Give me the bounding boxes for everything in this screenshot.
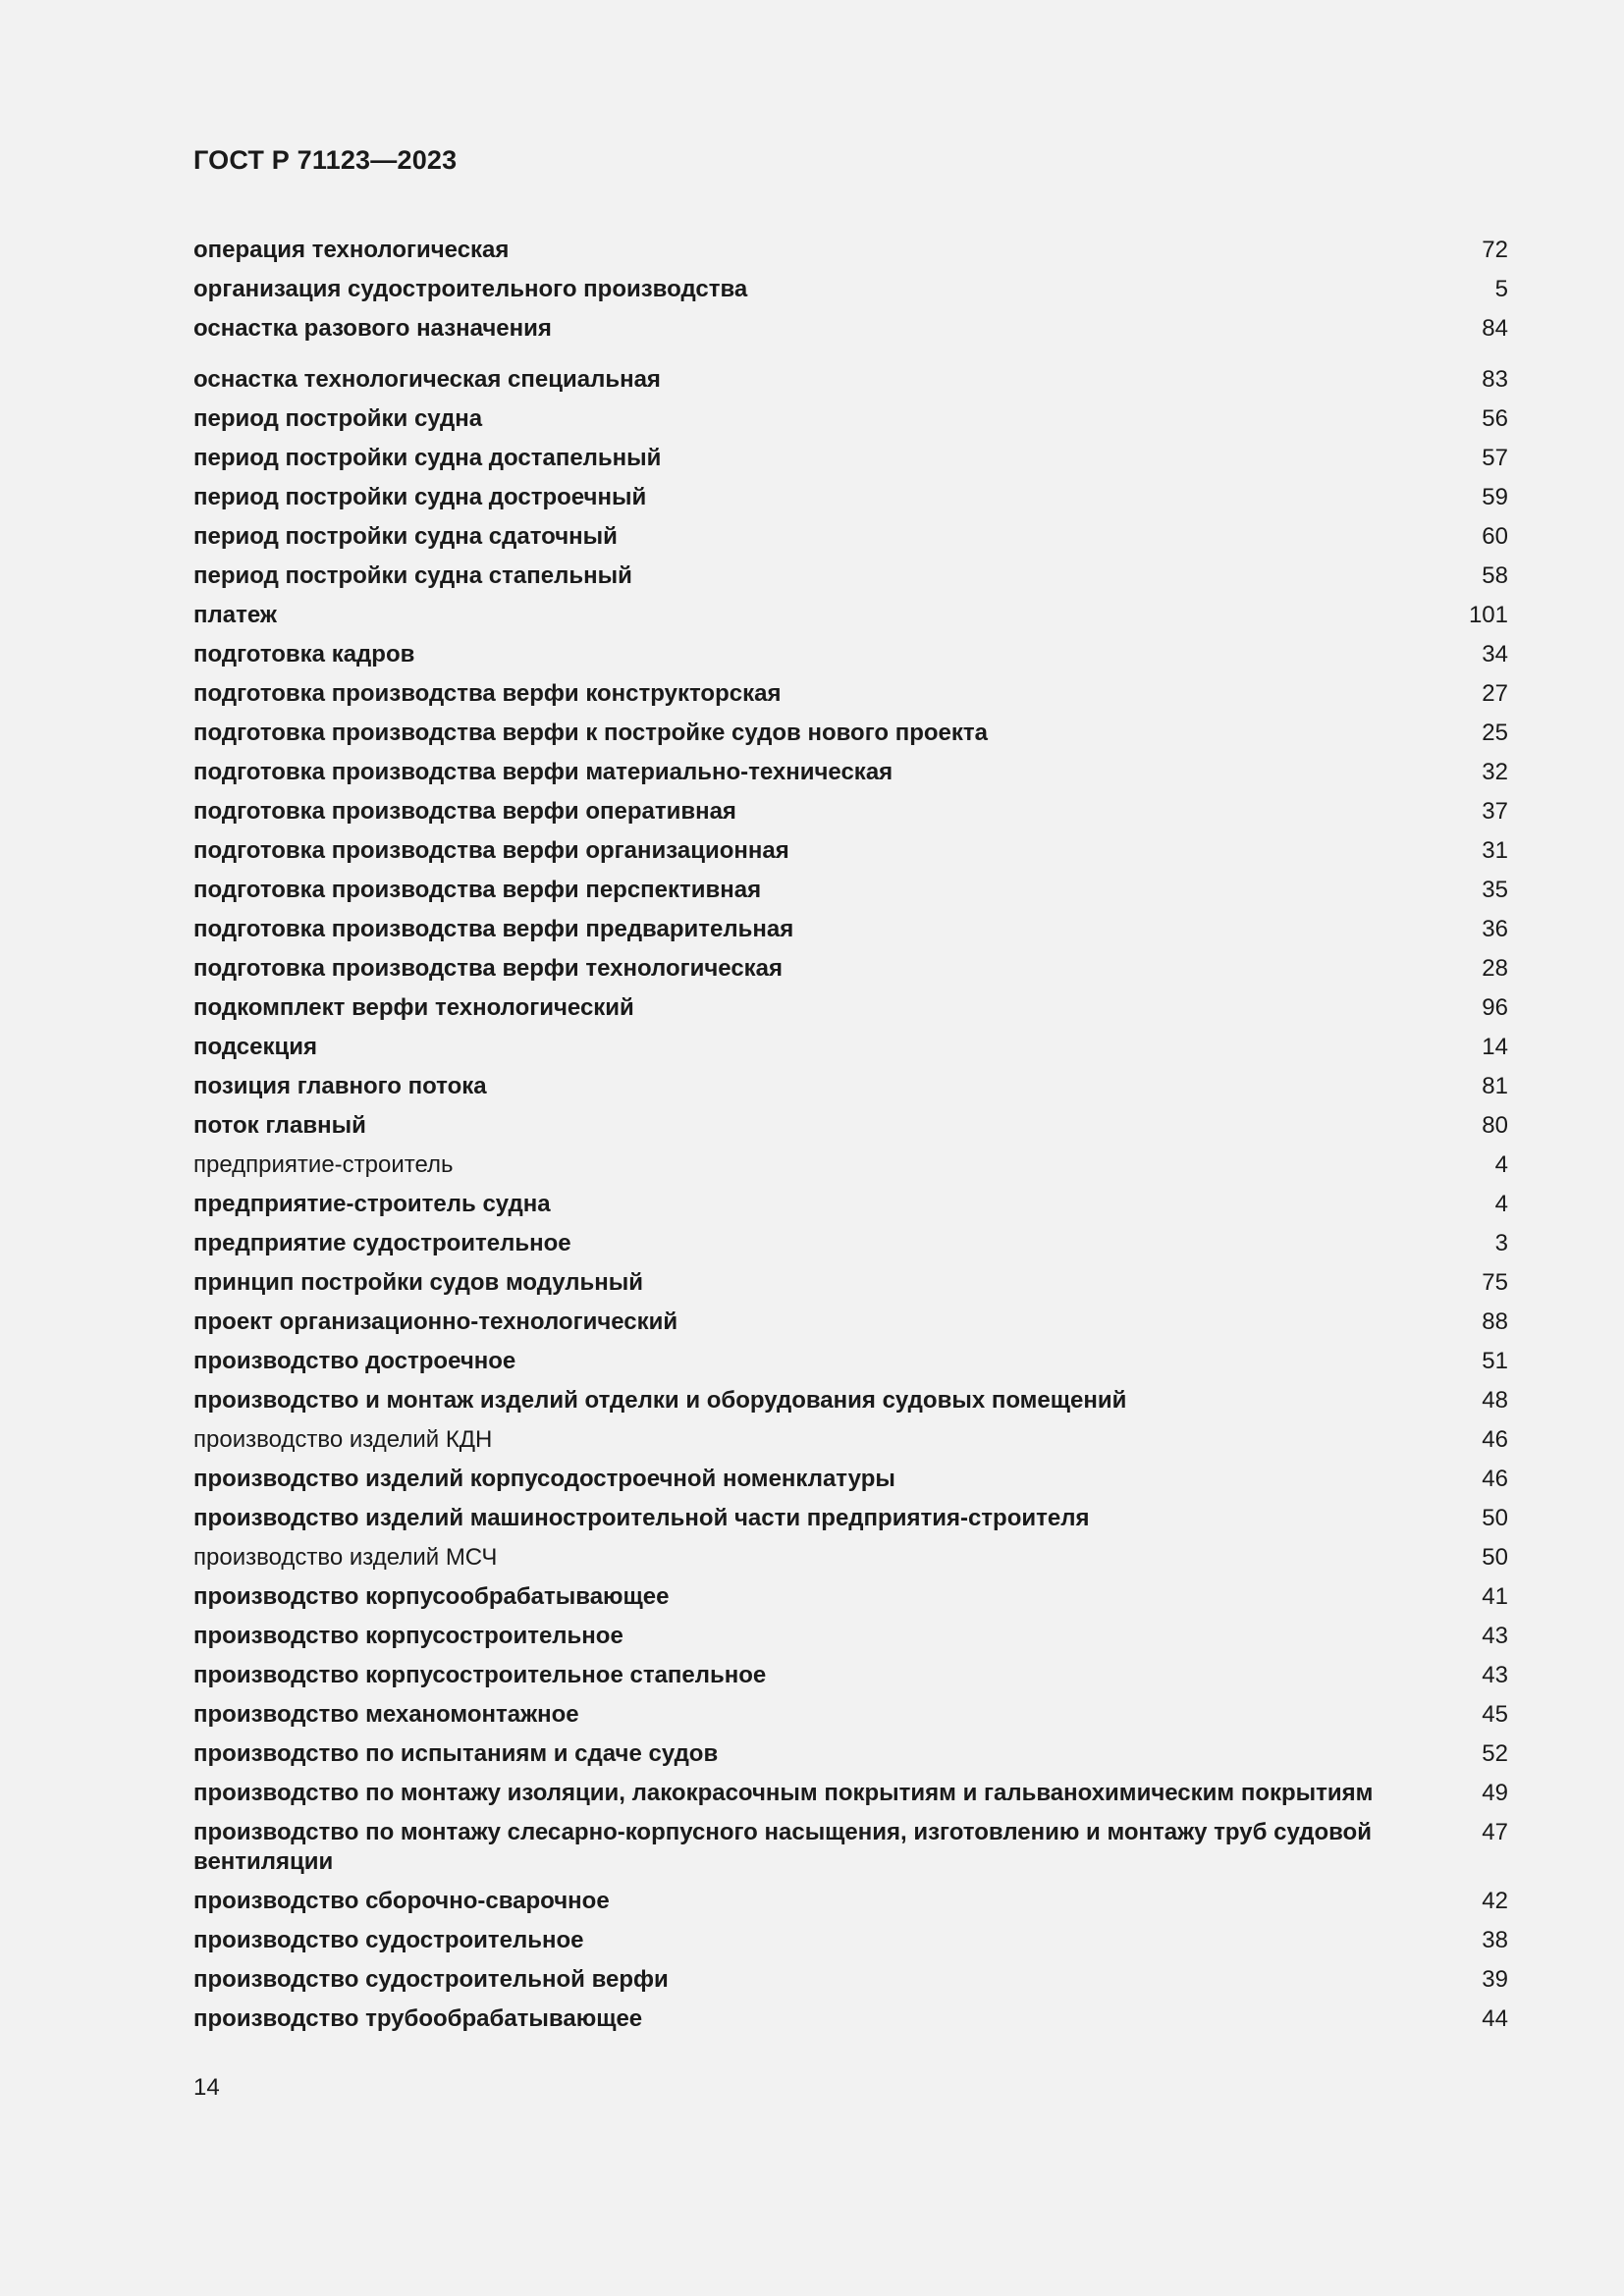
index-term: оснастка технологическая специальная bbox=[193, 366, 661, 393]
index-entry bbox=[193, 1700, 1508, 1730]
index-ref-number: 52 bbox=[1482, 1740, 1508, 1767]
index-entry bbox=[193, 1150, 1508, 1180]
index-ref-number: 88 bbox=[1482, 1308, 1508, 1335]
index-entry bbox=[193, 444, 1508, 473]
index-term: производство трубообрабатывающее bbox=[193, 2005, 643, 2032]
index-entry bbox=[193, 1386, 1508, 1415]
index-entry bbox=[193, 1818, 1508, 1877]
index-term: период постройки судна bbox=[193, 405, 483, 432]
index-ref-number: 38 bbox=[1482, 1927, 1508, 1953]
index-term: производство механомонтажное bbox=[193, 1701, 579, 1728]
index-term: производство изделий корпусодостроечной номенклатуры bbox=[193, 1466, 895, 1492]
index-term: производство корпусообрабатывающее bbox=[193, 1583, 670, 1610]
index-term: платеж bbox=[193, 602, 277, 628]
index-ref-number: 34 bbox=[1482, 641, 1508, 667]
index-entry bbox=[193, 1229, 1508, 1258]
index-term: производство изделий машиностроительной части предприятия-строителя bbox=[193, 1505, 1090, 1531]
index-ref-number: 49 bbox=[1482, 1780, 1508, 1806]
index-term: предприятие судостроительное bbox=[193, 1230, 571, 1256]
index-term: подготовка производства верфи предварительная bbox=[193, 916, 794, 942]
index-term: подготовка производства верфи материально-техническая bbox=[193, 759, 893, 785]
index-term: период постройки судна сдаточный bbox=[193, 523, 618, 550]
index-entry bbox=[193, 404, 1508, 434]
index-entry bbox=[193, 365, 1508, 395]
index-term: подготовка производства верфи перспективная bbox=[193, 877, 762, 903]
index-entry bbox=[193, 314, 1508, 344]
index-term: поток главный bbox=[193, 1112, 366, 1139]
index-entry bbox=[193, 236, 1508, 265]
index-term: производство корпусостроительное стапельное bbox=[193, 1662, 767, 1688]
index-term: период постройки судна достроечный bbox=[193, 484, 647, 510]
index-term: период постройки судна стапельный bbox=[193, 562, 632, 589]
index-ref-number: 25 bbox=[1482, 720, 1508, 746]
index-entry bbox=[193, 601, 1508, 630]
index-term: принцип постройки судов модульный bbox=[193, 1269, 644, 1296]
index-term: позиция главного потока bbox=[193, 1073, 487, 1099]
index-ref-number: 46 bbox=[1482, 1466, 1508, 1492]
index-entry bbox=[193, 1779, 1508, 1808]
index-term: производство достроечное bbox=[193, 1348, 516, 1374]
index-ref-number: 42 bbox=[1482, 1888, 1508, 1914]
term-index-list bbox=[193, 236, 1508, 2044]
index-term: производство по испытаниям и сдаче судов bbox=[193, 1740, 719, 1767]
index-entry bbox=[193, 1268, 1508, 1298]
index-ref-number: 50 bbox=[1482, 1505, 1508, 1531]
index-entry bbox=[193, 522, 1508, 552]
index-ref-number: 80 bbox=[1482, 1112, 1508, 1139]
index-ref-number: 3 bbox=[1494, 1230, 1508, 1256]
index-term: производство по монтажу изоляции, лакокрасочным покрытиям и гальванохимическим покрытиям bbox=[193, 1780, 1374, 1806]
index-entry bbox=[193, 1465, 1508, 1494]
index-entry bbox=[193, 1887, 1508, 1916]
index-term: производство судостроительное bbox=[193, 1927, 584, 1953]
index-entry bbox=[193, 1425, 1508, 1455]
index-term: производство сборочно-сварочное bbox=[193, 1888, 610, 1914]
index-term: производство и монтаж изделий отделки и оборудования судовых помещений bbox=[193, 1387, 1127, 1414]
index-term: подготовка производства верфи оперативная bbox=[193, 798, 736, 825]
index-entry bbox=[193, 1072, 1508, 1101]
index-ref-number: 45 bbox=[1482, 1701, 1508, 1728]
index-ref-number: 84 bbox=[1482, 315, 1508, 342]
index-ref-number: 4 bbox=[1494, 1191, 1508, 1217]
index-entry bbox=[193, 640, 1508, 669]
index-term: производство судостроительной верфи bbox=[193, 1966, 669, 1993]
index-term: производство изделий КДН bbox=[193, 1426, 493, 1453]
index-entry bbox=[193, 1308, 1508, 1337]
index-ref-number: 58 bbox=[1482, 562, 1508, 589]
index-term: производство изделий МСЧ bbox=[193, 1544, 498, 1571]
index-term: подготовка кадров bbox=[193, 641, 415, 667]
index-ref-number: 41 bbox=[1482, 1583, 1508, 1610]
index-ref-number: 48 bbox=[1482, 1387, 1508, 1414]
index-ref-number: 35 bbox=[1482, 877, 1508, 903]
index-ref-number: 43 bbox=[1482, 1662, 1508, 1688]
index-term: период постройки судна достапельный bbox=[193, 445, 662, 471]
index-entry bbox=[193, 836, 1508, 866]
index-ref-number: 37 bbox=[1482, 798, 1508, 825]
index-ref-number: 43 bbox=[1482, 1623, 1508, 1649]
index-entry bbox=[193, 993, 1508, 1023]
index-entry bbox=[193, 758, 1508, 787]
index-entry bbox=[193, 679, 1508, 709]
index-ref-number: 28 bbox=[1482, 955, 1508, 982]
index-term: проект организационно-технологический bbox=[193, 1308, 678, 1335]
index-ref-number: 4 bbox=[1494, 1151, 1508, 1178]
index-entry bbox=[193, 1926, 1508, 1955]
index-entry bbox=[193, 1190, 1508, 1219]
index-entry bbox=[193, 797, 1508, 827]
index-term: подготовка производства верфи конструкторская bbox=[193, 680, 782, 707]
index-term: производство по монтажу слесарно-корпусного насыщения, изготовлению и монтажу труб судовой вентиляции bbox=[193, 1819, 1372, 1875]
index-term: производство корпусостроительное bbox=[193, 1623, 623, 1649]
index-entry bbox=[193, 876, 1508, 905]
index-term: организация судостроительного производства bbox=[193, 276, 748, 302]
index-ref-number: 59 bbox=[1482, 484, 1508, 510]
index-entry bbox=[193, 1739, 1508, 1769]
index-entry bbox=[193, 1033, 1508, 1062]
index-ref-number: 56 bbox=[1482, 405, 1508, 432]
index-ref-number: 50 bbox=[1482, 1544, 1508, 1571]
index-ref-number: 51 bbox=[1482, 1348, 1508, 1374]
index-ref-number: 81 bbox=[1482, 1073, 1508, 1099]
index-ref-number: 27 bbox=[1482, 680, 1508, 707]
index-ref-number: 75 bbox=[1482, 1269, 1508, 1296]
index-term: подготовка производства верфи к постройке судов нового проекта bbox=[193, 720, 988, 746]
index-ref-number: 31 bbox=[1482, 837, 1508, 864]
index-term: предприятие-строитель bbox=[193, 1151, 454, 1178]
index-entry bbox=[193, 483, 1508, 512]
index-ref-number: 32 bbox=[1482, 759, 1508, 785]
index-entry bbox=[193, 1543, 1508, 1573]
index-ref-number: 96 bbox=[1482, 994, 1508, 1021]
index-ref-number: 101 bbox=[1468, 602, 1508, 628]
index-ref-number: 47 bbox=[1482, 1819, 1508, 1845]
index-entry bbox=[193, 2004, 1508, 2034]
index-entry bbox=[193, 275, 1508, 304]
index-ref-number: 44 bbox=[1482, 2005, 1508, 2032]
index-ref-number: 14 bbox=[1482, 1034, 1508, 1060]
index-entry bbox=[193, 1661, 1508, 1690]
index-ref-number: 83 bbox=[1482, 366, 1508, 393]
index-entry bbox=[193, 1582, 1508, 1612]
index-entry bbox=[193, 719, 1508, 748]
index-entry bbox=[193, 1965, 1508, 1995]
index-ref-number: 60 bbox=[1482, 523, 1508, 550]
index-term: подготовка производства верфи технологическая bbox=[193, 955, 784, 982]
index-entry bbox=[193, 915, 1508, 944]
index-ref-number: 36 bbox=[1482, 916, 1508, 942]
index-ref-number: 39 bbox=[1482, 1966, 1508, 1993]
index-term: подготовка производства верфи организационная bbox=[193, 837, 789, 864]
document-header: ГОСТ Р 71123—2023 bbox=[193, 145, 458, 175]
index-entry bbox=[193, 1111, 1508, 1141]
index-term: предприятие-строитель судна bbox=[193, 1191, 551, 1217]
index-entry bbox=[193, 1504, 1508, 1533]
index-entry bbox=[193, 561, 1508, 591]
index-term: подкомплект верфи технологический bbox=[193, 994, 634, 1021]
index-ref-number: 5 bbox=[1494, 276, 1508, 302]
index-entry bbox=[193, 954, 1508, 984]
index-term: подсекция bbox=[193, 1034, 317, 1060]
index-ref-number: 46 bbox=[1482, 1426, 1508, 1453]
index-term: оснастка разового назначения bbox=[193, 315, 552, 342]
page-number: 14 bbox=[193, 2074, 220, 2101]
index-ref-number: 72 bbox=[1482, 237, 1508, 263]
index-ref-number: 57 bbox=[1482, 445, 1508, 471]
index-entry bbox=[193, 1622, 1508, 1651]
index-term: операция технологическая bbox=[193, 237, 510, 263]
index-entry bbox=[193, 1347, 1508, 1376]
